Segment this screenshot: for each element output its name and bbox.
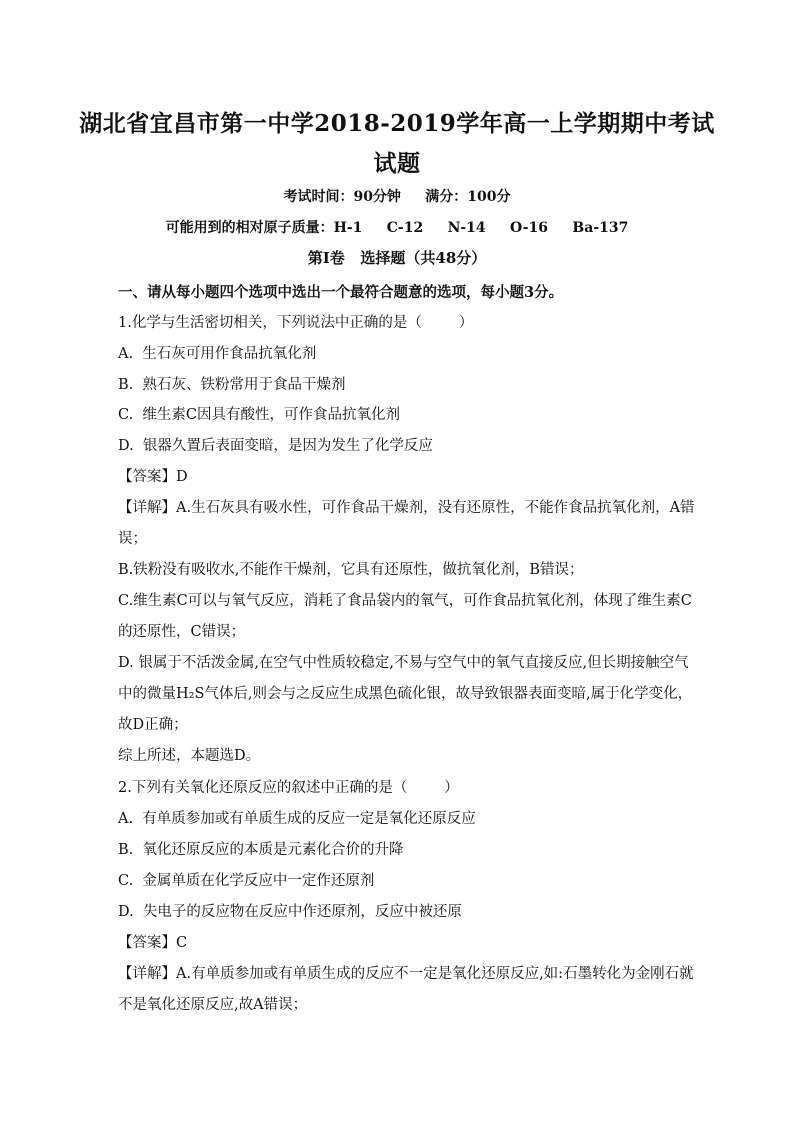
question-2-explanation: 【详解】A.有单质参加或有单质生成的反应不一定是氧化还原反应,如:石墨转化为金刚石就: [118, 966, 694, 982]
question-1-explanation: 故D正确；: [118, 717, 188, 733]
question-1-option-c: C. 维生素C因具有酸性，可作食品抗氧化剂: [118, 407, 400, 423]
question-1-explanation: 的还原性，C错误；: [118, 624, 246, 640]
question-2-option-b: B. 氧化还原反应的本质是元素化合价的升降: [118, 842, 404, 858]
question-1-explanation: D. 银属于不活泼金属,在空气中性质较稳定,不易与空气中的氧气直接反应,但长期接触空气: [118, 655, 689, 671]
question-1-explanation: B.铁粉没有吸收水,不能作干燥剂，它具有还原性，做抗氧化剂，B错误；: [118, 562, 584, 578]
question-2-stem: 2.下列有关氧化还原反应的叙述中正确的是（ ）: [118, 780, 459, 796]
question-1-explanation: C.维生素C可以与氧气反应，消耗了食品袋内的氧气，可作食品抗氧化剂，体现了维生素C: [118, 593, 692, 609]
atomic-masses: 可能用到的相对原子质量：H-1 C-12 N-14 O-16 Ba-137: [165, 220, 629, 236]
question-1-stem: 1.化学与生活密切相关，下列说法中正确的是（ ）: [118, 315, 474, 331]
exam-info: 考试时间：90分钟 满分：100分: [283, 189, 511, 205]
question-1-option-a: A. 生石灰可用作食品抗氧化剂: [118, 346, 317, 362]
document-title: 湖北省宜昌市第一中学2018-2019学年高一上学期期中考试: [79, 110, 715, 137]
question-2-option-a: A. 有单质参加或有单质生成的反应一定是氧化还原反应: [118, 811, 476, 827]
question-2-explanation: 不是氧化还原反应,故A错误；: [118, 997, 308, 1013]
question-1-explanation: 误；: [118, 531, 147, 547]
question-1-explanation: 中的微量H₂S气体后,则会与之反应生成黑色硫化银，故导致银器表面变暗,属于化学变化，: [118, 686, 693, 702]
question-2-answer: 【答案】C: [118, 935, 188, 951]
document-title-continued: 试题: [373, 150, 421, 177]
question-1-explanation: 【详解】A.生石灰具有吸水性，可作食品干燥剂，没有还原性，不能作食品抗氧化剂，A错: [118, 500, 695, 516]
question-1-summary: 综上所述，本题选D。: [118, 748, 261, 764]
section-heading: 第I卷 选择题（共48分）: [307, 249, 487, 267]
part-heading: 一、请从每小题四个选项中选出一个最符合题意的选项，每小题3分。: [118, 284, 564, 301]
question-1-option-b: B. 熟石灰、铁粉常用于食品干燥剂: [118, 377, 346, 393]
question-1-option-d: D. 银器久置后表面变暗，是因为发生了化学反应: [118, 438, 433, 454]
question-2-option-c: C. 金属单质在化学反应中一定作还原剂: [118, 873, 375, 889]
question-2-option-d: D. 失电子的反应物在反应中作还原剂，反应中被还原: [118, 904, 462, 920]
question-1-answer: 【答案】D: [118, 469, 188, 485]
